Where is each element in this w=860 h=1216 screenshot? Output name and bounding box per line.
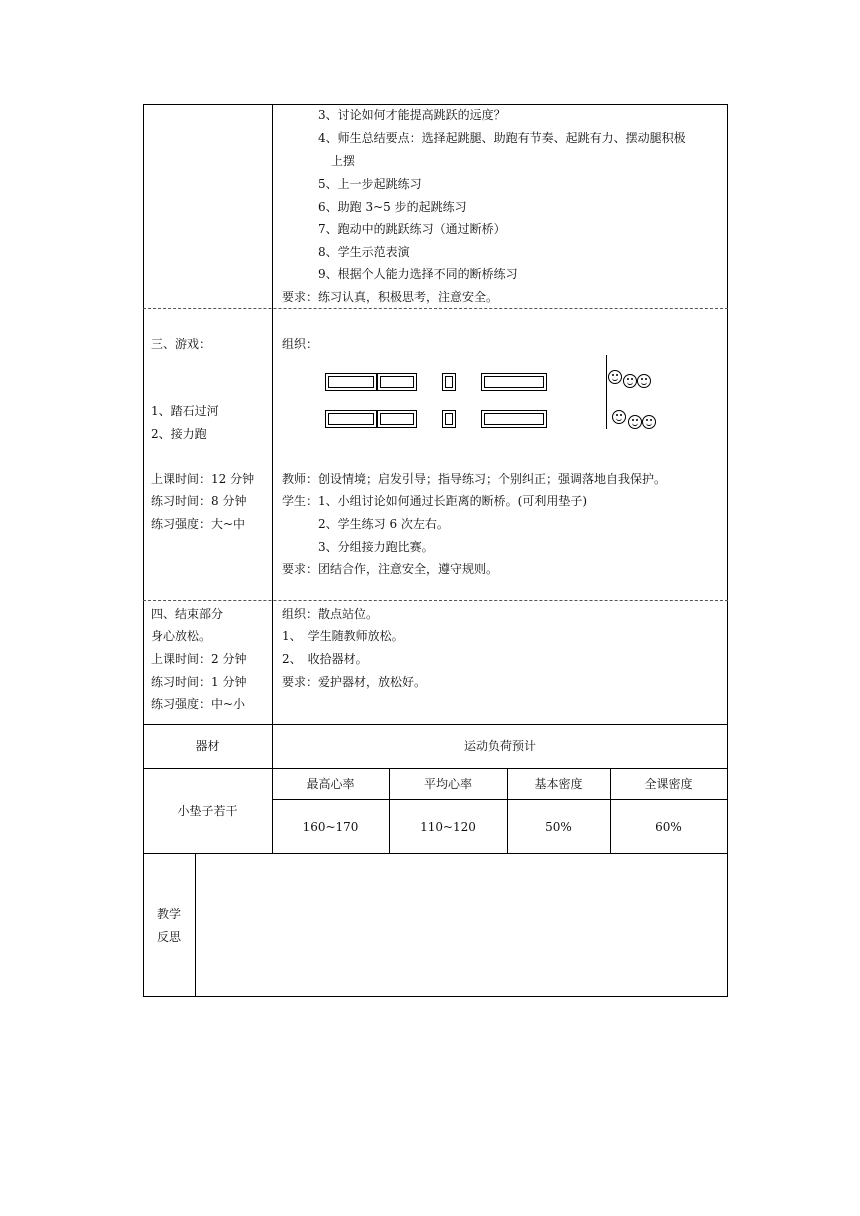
load-header-bottom [143,768,728,769]
section-subtitle: 身心放松。 [151,629,212,643]
time-info: 练习时间：1 分钟 [151,675,247,689]
section-divider-1 [143,308,728,309]
mat [481,410,547,428]
equipment-value: 小垫子若干 [177,804,238,818]
student-icon [612,410,626,424]
column-header: 全课密度 [644,777,693,791]
student-icon [637,374,651,388]
list-item: 2、 收拾器材。 [282,652,368,666]
table-cell: 110~120 [420,820,476,834]
table-cell: 50% [545,820,572,834]
mat [481,373,547,391]
reflection-label: 教学 [156,907,181,921]
time-info: 练习强度：中~小 [151,697,246,711]
list-item: 7、跑动中的跳跃练习（通过断桥） [318,222,506,236]
student-icon [642,415,656,429]
list-item: 4、师生总结要点：选择起跳腿、助跑有节奏、起跳有力、摆动腿积极 [318,131,686,145]
time-info: 上课时间：12 分钟 [151,472,255,486]
load-table-top [143,724,728,725]
column-header: 平均心率 [423,777,472,791]
section-title: 三、游戏： [151,337,212,351]
column-header: 最高心率 [306,777,355,791]
organization-label: 组织： [282,337,319,351]
load-subheader-bottom [272,799,728,800]
student-text: 3、分组接力跑比赛。 [318,540,434,554]
table-top-border [143,104,728,105]
organization-text: 组织：散点站位。 [282,607,379,621]
teacher-text: 教师：创设情境；启发引导；指导练习；个别纠正；强调落地自我保护。 [282,472,667,486]
table-left-border [143,104,144,997]
list-item: 8、学生示范表演 [318,245,410,259]
mat [442,373,456,391]
time-info: 练习时间：8 分钟 [151,494,247,508]
student-text: 2、学生练习 6 次左右。 [318,517,449,531]
student-icon [608,370,622,384]
game-name: 1、踏石过河 [151,404,219,418]
list-item: 5、上一步起跳练习 [318,177,422,191]
time-info: 练习强度：大~中 [151,517,246,531]
list-item: 6、助跑 3~5 步的起跳练习 [318,200,467,214]
table-right-border [727,104,728,997]
reflection-label: 反思 [156,930,181,944]
mat [442,410,456,428]
student-icon [623,374,637,388]
student-icon [628,415,642,429]
list-item: 9、根据个人能力选择不同的断桥练习 [318,267,518,281]
start-line [606,355,607,429]
time-info: 上课时间：2 分钟 [151,652,247,666]
section-divider-2 [143,600,728,601]
column-header: 基本密度 [534,777,583,791]
list-item: 上摆 [331,154,356,168]
student-text: 学生：1、小组讨论如何通过长距离的断桥。(可利用垫子) [282,494,588,508]
requirement-text: 要求：团结合作，注意安全，遵守规则。 [282,562,499,576]
list-item: 1、 学生随教师放松。 [282,629,404,643]
equipment-header: 器材 [195,739,220,753]
mat [325,410,377,428]
mat [325,373,377,391]
table-cell: 160~170 [302,820,359,834]
reflection-content [196,854,727,996]
section-title: 四、结束部分 [151,607,224,621]
list-item: 3、讨论如何才能提高跳跃的远度？ [318,108,506,122]
requirement-text: 要求：练习认真，积极思考，注意安全。 [282,290,499,304]
requirement-text: 要求：爱护器材，放松好。 [282,675,427,689]
table-cell: 60% [655,820,682,834]
mat [377,410,417,428]
mat [377,373,417,391]
game-name: 2、接力跑 [151,427,207,441]
table-bottom-border [143,996,728,997]
load-header: 运动负荷预计 [463,739,536,753]
